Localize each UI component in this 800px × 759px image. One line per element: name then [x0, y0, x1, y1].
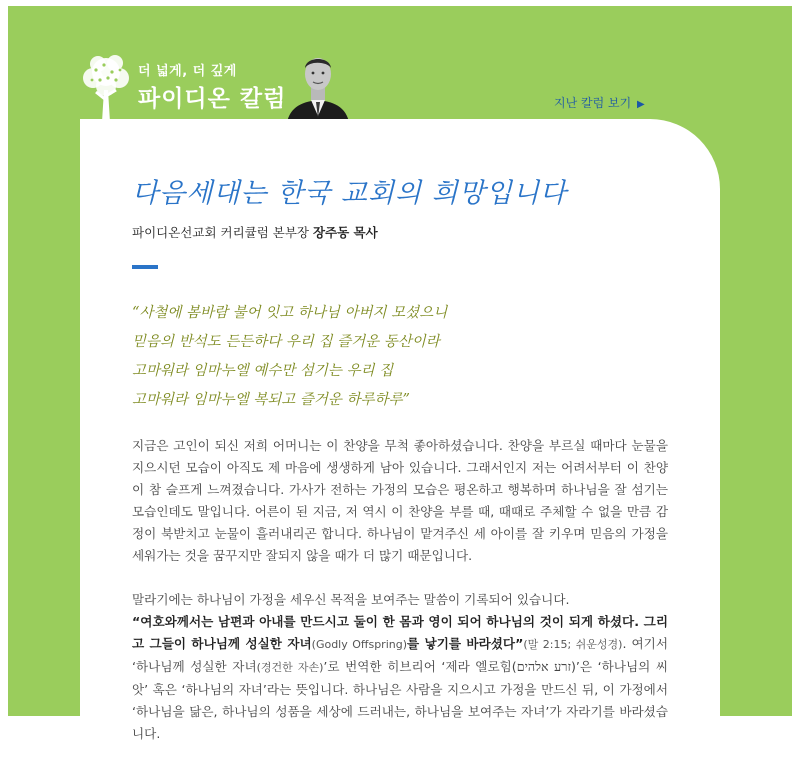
article-title: 다음세대는 한국 교회의 희망입니다 — [132, 178, 567, 209]
hymn-quote — [132, 299, 692, 415]
column-banner — [8, 6, 792, 741]
hymn-line: 고마워라 임마누엘 예수만 섬기는 우리 집 — [132, 363, 394, 379]
author-portrait — [278, 46, 358, 128]
past-columns-link[interactable] — [554, 94, 645, 111]
hymn-line: 고마워라 임마누엘 복되고 즐거운 하루하루” — [132, 392, 410, 408]
body-paragraph-2: 말라기에는 하나님이 가정을 세우신 목적을 보여주는 말씀이 기록되어 있습니다. “여호와께서는 남편과 아내를 만드시고 둘이 한 몸과 영이 되어 하나님의 것이 되게 하셨다. 그리고 그들이 하나님께 성실한 자녀(Godly Offspring)를 낳기를 바라셨다”(말 2:15; 쉬운성경). 여기서 ‘하나님께 성실한 자녀(경건한 자손)’로 번역한 히브리어 ‘제라 엘로힘(זרע אלהים)’은 ‘하나님의 씨앗’ 혹은 ‘하나님의 자녀’라는 뜻입니다. 하나님은 사람을 지으시고 가정을 만드신 뒤, 이 가정에서 ‘하나님을 닮은, 하나님의 성품을 세상에 드러내는, 하나님을 보여주는 자녀’가 자라기를 바라셨습니다. — [132, 589, 668, 745]
title-accent-bar — [132, 265, 158, 269]
malachi-quote: “여호와께서는 남편과 아내를 만드시고 둘이 한 몸과 영이 되어 하나님의 것이 되게 하셨다. 그리고 그들이 하나님께 성실한 자녀(Godly Offspring)를 낳기를 바라셨다” — [132, 614, 668, 651]
past-columns-label: 지난 칼럼 보기 — [554, 96, 632, 110]
byline-position: 파이디온선교회 커리큘럼 본부장 — [132, 225, 309, 240]
paragraph2-intro: 말라기에는 하나님이 가정을 세우신 목적을 보여주는 말씀이 기록되어 있습니다. — [132, 592, 570, 607]
play-arrow-icon: ▶ — [637, 99, 645, 110]
hymn-line: “사철에 봄바람 불어 잇고 하나님 아버지 모셨으니 — [132, 305, 448, 321]
article-byline — [132, 223, 378, 241]
body-paragraph-1: 지금은 고인이 되신 저희 어머니는 이 찬양을 무척 좋아하셨습니다. 찬양을 부르실 때마다 눈물을 지으시던 모습이 아직도 제 마음에 생생하게 남아 있습니다. 그래서인지 저는 어려서부터 이 찬양이 참 슬프게 느껴졌습니다. 가사가 전하는 가정의 모습은 평온하고 행복하며 하나님을 잘 섬기는 모습인데도 말입니다. 어른이 된 지금, 저 역시 이 찬양을 부를 때, 때때로 주체할 수 없을 만큼 감정이 북받치고 눈물이 흘러내리곤 합니다. 하나님이 맡겨주신 세 아이를 잘 키우며 믿음의 가정을 세워가는 것을 꿈꾸지만 잘되지 않을 때가 더 많기 때문입니다. — [132, 438, 668, 563]
article-card — [80, 119, 720, 759]
gloss: (경건한 자손) — [256, 661, 324, 674]
byline-author: 장주동 목사 — [312, 225, 378, 240]
hebrew-term: זרע אלהים — [516, 659, 571, 674]
column-kicker: 더 넓게, 더 깊게 — [138, 64, 237, 79]
hymn-line: 믿음의 반석도 든든하다 우리 집 즐거운 동산이라 — [132, 334, 440, 350]
tree-icon — [78, 50, 134, 128]
column-brand-title: 파이디온 칼럼 — [138, 86, 287, 112]
scripture-reference: (말 2:15; 쉬운성경) — [523, 638, 623, 651]
